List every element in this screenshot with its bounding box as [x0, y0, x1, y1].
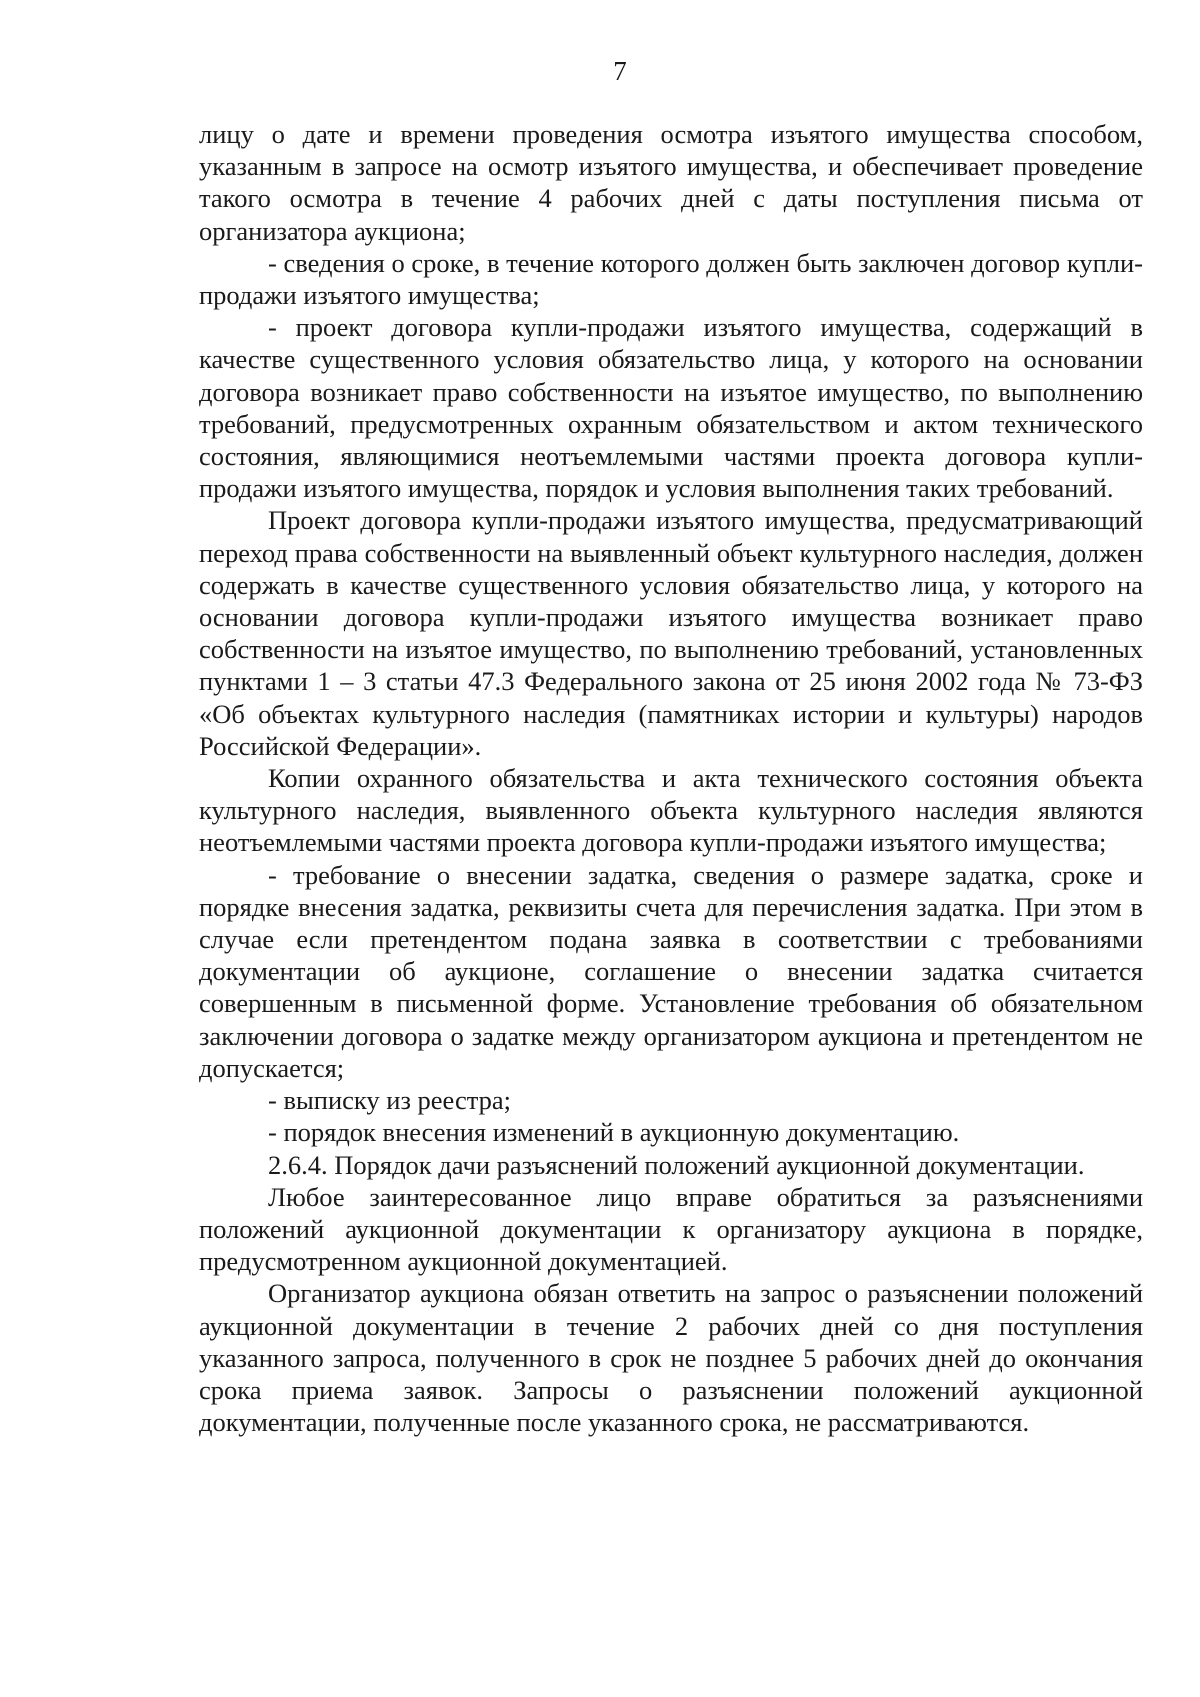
paragraph-organizer-obligation: Организатор аукциона обязан ответить на запрос о разъяснении положений аукционной документации в течение 2 рабочих дней со дня поступления указанного запроса, полученного в срок не позднее 5 рабочих дней до окончания срока приема заявок. Запросы о разъяснении положений аукционной документации, полученные после указанного срока, не рассматриваются.	[199, 1278, 1143, 1438]
paragraph-draft-contract-heritage: Проект договора купли-продажи изъятого имущества, предусматривающий переход права собственности на выявленный объект культурного наследия, должен содержать в качестве существенного условия обязательство лица, у которого на основании договора купли-продажи изъятого имущества возникает право собственности на изъятое имущество, по выполнению требований, установленных пунктами 1 – 3 статьи 47.3 Федерального закона от 25 июня 2002 года № 73-ФЗ «Об объектах культурного наследия (памятниках истории и культуры) народов Российской Федерации».	[199, 505, 1143, 761]
paragraph-any-interested-party: Любое заинтересованное лицо вправе обратиться за разъяснениями положений аукционной документации к организатору аукциона в порядке, предусмотренном аукционной документацией.	[199, 1181, 1143, 1277]
list-item-draft-contract: - проект договора купли-продажи изъятого имущества, содержащий в качестве существенного условия обязательство лица, у которого на основании договора возникает право собственности на изъятое имущество, по выполнению требований, предусмотренных охранным обязательством и актом технического состояния, являющимися неотъемлемыми частями проекта договора купли-продажи изъятого имущества, порядок и условия выполнения таких требований.	[199, 312, 1143, 504]
list-item-amendment-procedure: - порядок внесения изменений в аукционную документацию.	[268, 1117, 960, 1148]
paragraph-copies-obligation: Копии охранного обязательства и акта технического состояния объекта культурного наследия, выявленного объекта культурного наследия являются неотъемлемыми частями проекта договора купли-продажи изъятого имущества;	[199, 763, 1143, 858]
list-item-contract-term: - сведения о сроке, в течение которого должен быть заключен договор купли-продажи изъятого имущества;	[199, 247, 1143, 311]
section-heading-2-6-4: 2.6.4. Порядок дачи разъяснений положений аукционной документации.	[268, 1149, 1085, 1180]
list-item-deposit: - требование о внесении задатка, сведения о размере задатка, сроке и порядке внесения задатка, реквизиты счета для перечисления задатка. При этом в случае если претендентом подана заявка в соответствии с требованиями документации об аукционе, соглашение о внесении задатка считается совершенным в письменной форме. Установление требования об обязательном заключении договора о задатке между организатором аукциона и претендентом не допускается;	[199, 859, 1143, 1083]
list-item-registry-extract: - выписку из реестра;	[268, 1085, 512, 1116]
document-body	[199, 118, 1143, 1438]
page-number: 7	[613, 56, 627, 86]
paragraph-continuation: лицу о дате и времени проведения осмотра изъятого имущества способом, указанным в запросе на осмотр изъятого имущества, и обеспечивает проведение такого осмотра в течение 4 рабочих дней с даты поступления письма от организатора аукциона;	[199, 119, 1143, 246]
